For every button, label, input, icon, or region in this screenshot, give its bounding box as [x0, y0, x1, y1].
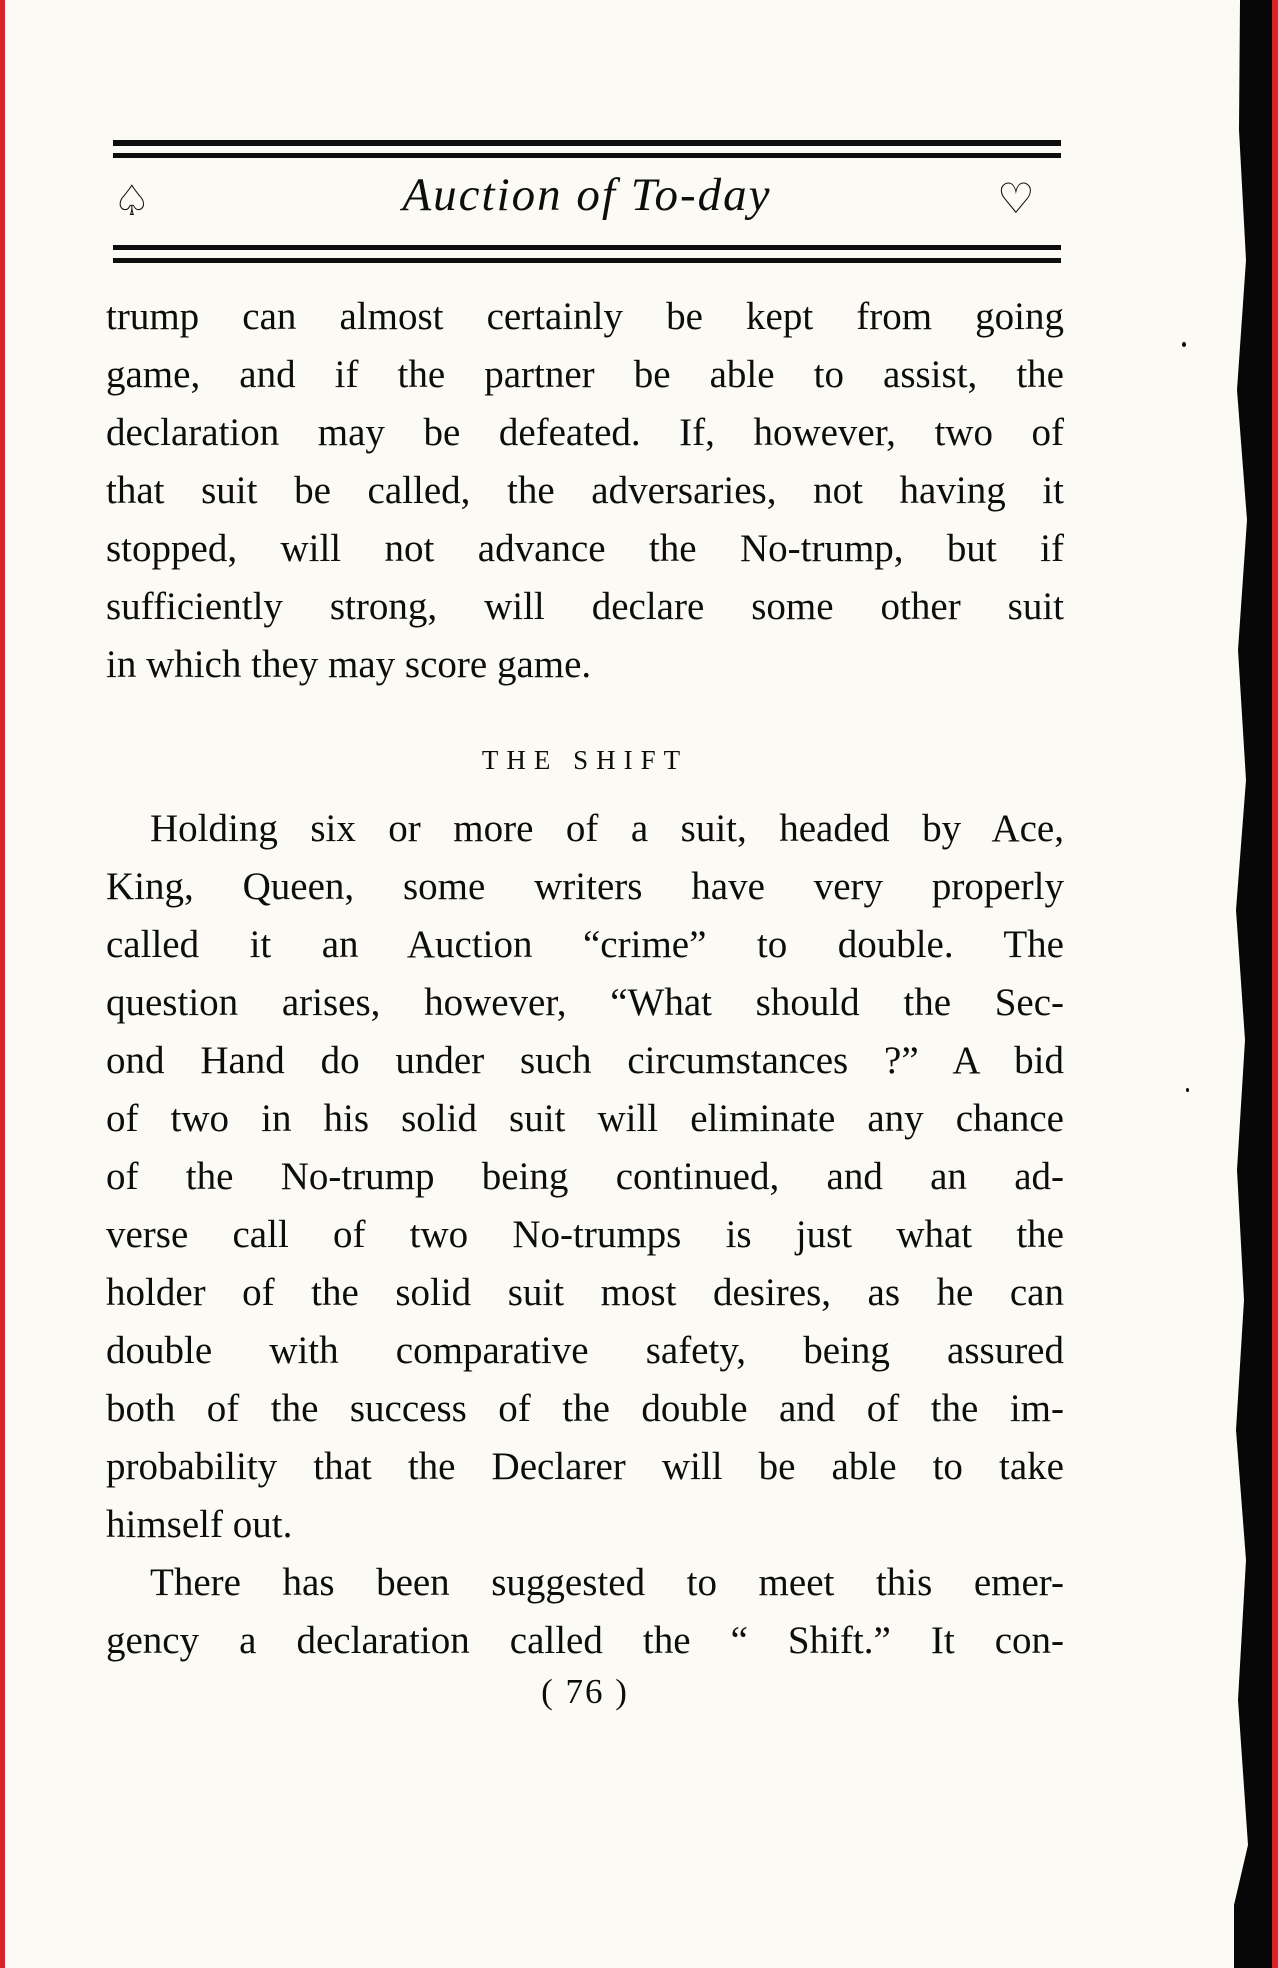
text-line: double with comparative safety, being assured: [106, 1329, 1064, 1372]
text-line: holder of the solid suit most desires, as he can: [106, 1271, 1064, 1314]
text-line: question arises, however, “What should the Sec-: [106, 981, 1064, 1024]
body-text-column: [106, 288, 1064, 1714]
text-line: trump can almost certainly be kept from going: [106, 295, 1064, 338]
text-line: game, and if the partner be able to assist, the: [106, 353, 1064, 396]
paragraph-1: [106, 288, 1064, 694]
header-bottom-rule-2: [113, 258, 1061, 263]
header-top-rule-1: [113, 140, 1061, 146]
text-line: gency a declaration called the “ Shift.” It con-: [106, 1619, 1064, 1662]
section-heading: THE SHIFT: [481, 745, 689, 775]
text-line: verse call of two No-trumps is just what the: [106, 1213, 1064, 1256]
header-bottom-rule-1: [113, 245, 1061, 250]
text-line: called it an Auction “crime” to double. The: [106, 923, 1064, 966]
text-line: stopped, will not advance the No-trump, but if: [106, 527, 1064, 570]
text-line: declaration may be defeated. If, however, two of: [106, 411, 1064, 454]
text-line: himself out.: [106, 1503, 293, 1546]
text-line: both of the success of the double and of the im-: [106, 1387, 1064, 1430]
spade-icon: ♤: [113, 176, 151, 225]
text-line: of the No-trump being continued, and an ad-: [106, 1155, 1064, 1198]
scan-speck: [1182, 342, 1186, 347]
text-line: that suit be called, the adversaries, not having it: [106, 469, 1064, 512]
header-top-rule-2: [113, 153, 1061, 158]
paragraph-2: [106, 800, 1064, 1554]
text-line: of two in his solid suit will eliminate any chance: [106, 1097, 1064, 1140]
text-line: There has been suggested to meet this emer-: [150, 1561, 1064, 1604]
text-line: ond Hand do under such circumstances ?” A bid: [106, 1039, 1064, 1082]
text-line: in which they may score game.: [106, 643, 592, 686]
scan-speck: [1186, 1088, 1189, 1092]
paragraph-3: [106, 1554, 1064, 1670]
text-line: sufficiently strong, will declare some other suit: [106, 585, 1064, 628]
scan-edge-band: [1234, 0, 1272, 1968]
heart-icon: ♡: [997, 174, 1035, 223]
book-edge-red-left: [0, 0, 5, 1968]
text-line: Holding six or more of a suit, headed by Ace,: [150, 807, 1064, 850]
text-line: probability that the Declarer will be able to take: [106, 1445, 1064, 1488]
text-line: King, Queen, some writers have very properly: [106, 865, 1064, 908]
page-title: Auction of To-day: [402, 169, 772, 221]
book-edge-red-right: [1272, 0, 1278, 1968]
page-number: ( 76 ): [541, 1672, 629, 1711]
